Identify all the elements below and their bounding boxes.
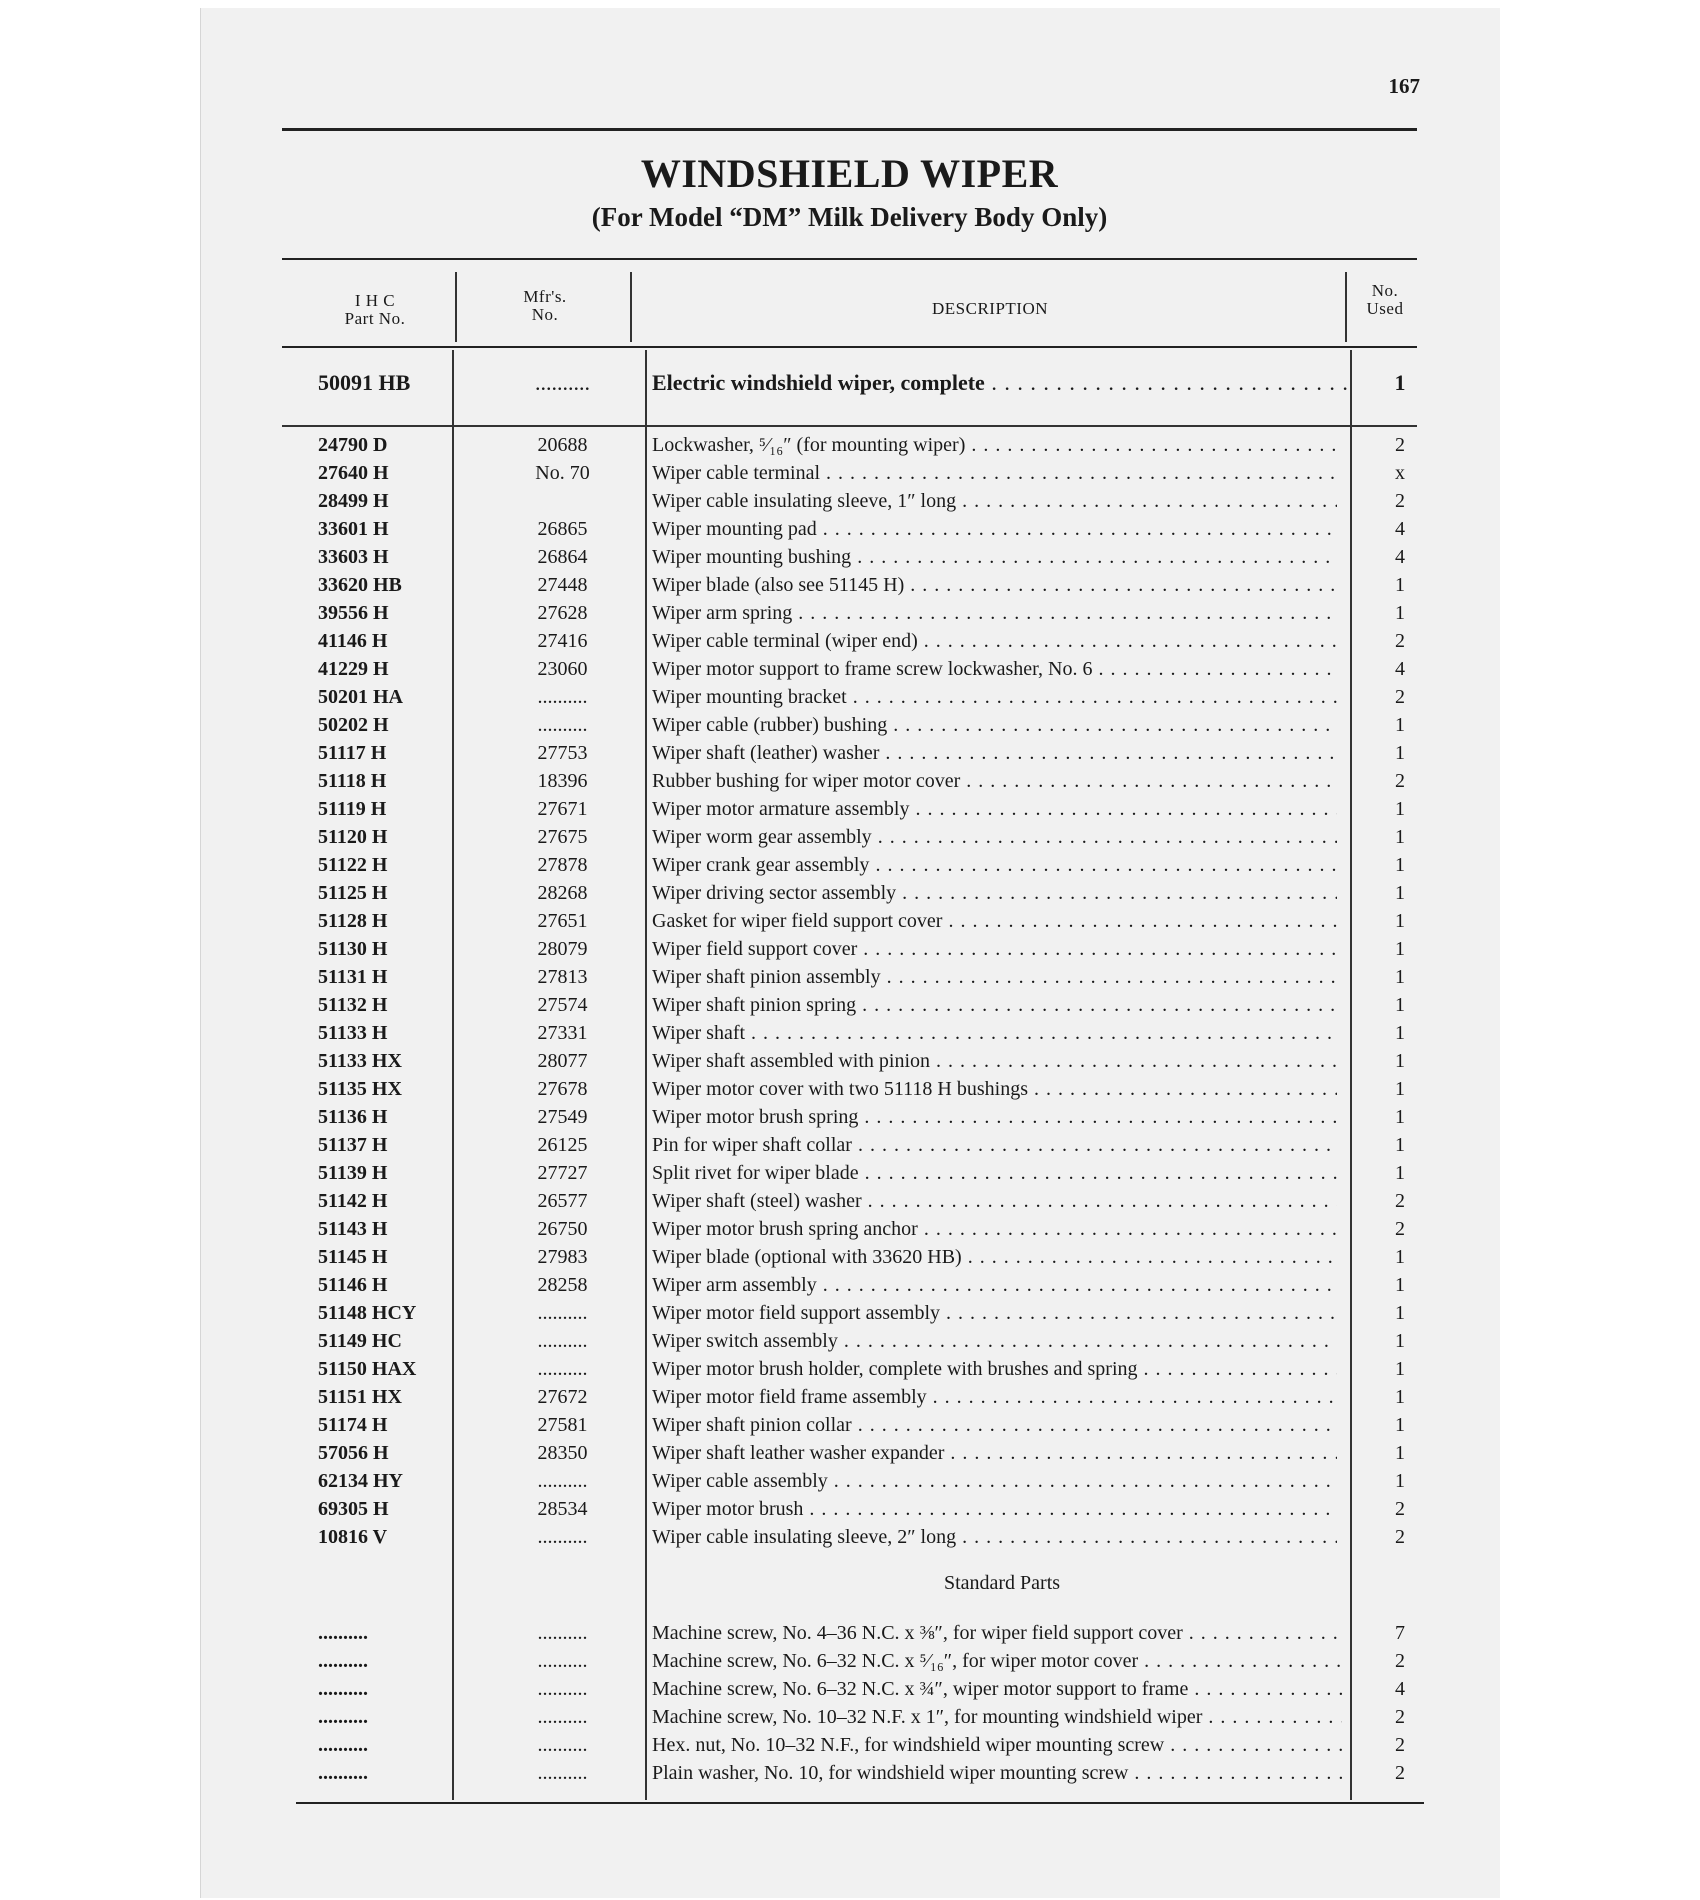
mfr-number: 26864 — [537, 546, 588, 568]
part-description: Wiper crank gear assembly . . . — [652, 854, 1337, 877]
table-row — [300, 518, 1420, 546]
table-row — [300, 1762, 1420, 1790]
mfr-number: 26125 — [537, 1134, 588, 1156]
part-description: Wiper mounting pad . . . — [652, 518, 1337, 541]
table-row — [300, 1274, 1420, 1302]
quantity-used: 2 — [1395, 686, 1405, 708]
part-description: Wiper motor cover with two 51118 H bushings . . . — [652, 1078, 1337, 1101]
top-rule — [282, 128, 1417, 131]
part-number: 51150 HAX — [318, 1358, 417, 1380]
part-number: 41229 H — [318, 658, 389, 680]
table-row — [300, 798, 1420, 826]
bottom-rule — [296, 1802, 1424, 1804]
header-part-no-line1: I H C — [354, 291, 396, 310]
part-description: Machine screw, No. 4–36 N.C. x ⅜″, for wiper field support cover . . . — [652, 1622, 1342, 1645]
parts-list — [300, 434, 1420, 1554]
part-number: 51133 H — [318, 1022, 388, 1044]
mfr-number: 27574 — [537, 994, 588, 1016]
page-subtitle: (For Model “DM” Milk Delivery Body Only) — [591, 202, 1108, 232]
part-number: .......... — [318, 1762, 368, 1784]
mfr-number: 27753 — [537, 742, 588, 764]
table-row — [300, 1706, 1420, 1734]
quantity-used: 1 — [1395, 1162, 1405, 1184]
table-row — [300, 658, 1420, 686]
part-description: Wiper cable terminal (wiper end) . . . — [652, 630, 1337, 653]
mfr-number: .......... — [537, 686, 588, 708]
part-number: 51125 H — [318, 882, 388, 904]
quantity-used: 7 — [1395, 1622, 1405, 1644]
part-description: Wiper motor field support assembly . . . — [652, 1302, 1337, 1325]
mfr-number: .......... — [535, 370, 590, 395]
part-number: 50091 HB — [318, 370, 411, 395]
part-description: Wiper driving sector assembly . . . — [652, 882, 1337, 905]
mfr-number: .......... — [537, 1650, 588, 1672]
quantity-used: 1 — [1395, 1078, 1405, 1100]
part-number: 51130 H — [318, 938, 388, 960]
table-row — [300, 546, 1420, 574]
part-description: Wiper motor armature assembly . . . — [652, 798, 1337, 821]
header-no-used-line1: No. — [1371, 281, 1399, 300]
quantity-used: 1 — [1395, 1050, 1405, 1072]
part-number: 27640 H — [318, 462, 389, 484]
table-row — [300, 1358, 1420, 1386]
part-number: 28499 H — [318, 490, 389, 512]
mfr-number: 27549 — [537, 1106, 588, 1128]
part-description: Wiper shaft . . . — [652, 1022, 1337, 1045]
quantity-used: 4 — [1395, 518, 1405, 540]
mfr-number: 27813 — [537, 966, 588, 988]
quantity-used: 2 — [1395, 1526, 1405, 1548]
standard-parts-list — [300, 1622, 1420, 1790]
part-description: Split rivet for wiper blade . . . — [652, 1162, 1337, 1185]
part-description: Wiper motor brush holder, complete with brushes and spring . . . — [652, 1358, 1337, 1381]
table-row — [300, 1442, 1420, 1470]
table-row — [300, 966, 1420, 994]
part-number: 51143 H — [318, 1218, 388, 1240]
quantity-used: 1 — [1395, 1274, 1405, 1296]
header-mfr-no-line2: No. — [531, 305, 559, 324]
mfr-number: 26750 — [537, 1218, 588, 1240]
header-divider — [630, 272, 632, 342]
table-row — [300, 938, 1420, 966]
part-description: Wiper field support cover . . . — [652, 938, 1337, 961]
part-number: 50201 HA — [318, 686, 403, 708]
quantity-used: 1 — [1395, 1330, 1405, 1352]
table-row — [300, 1078, 1420, 1106]
part-description: Wiper shaft pinion assembly . . . — [652, 966, 1337, 989]
part-description: Wiper arm assembly . . . — [652, 1274, 1337, 1297]
part-description: Machine screw, No. 6–32 N.C. x ⁵⁄₁₆″, for wiper motor cover . . . — [652, 1650, 1342, 1673]
part-number: 33603 H — [318, 546, 389, 568]
part-number: 51139 H — [318, 1162, 388, 1184]
part-number: 51145 H — [318, 1246, 388, 1268]
table-row — [300, 1734, 1420, 1762]
table-row — [300, 1498, 1420, 1526]
mfr-number: .......... — [537, 1706, 588, 1728]
table-row — [300, 770, 1420, 798]
table-row — [300, 1106, 1420, 1134]
mfr-number: .......... — [537, 714, 588, 736]
part-number: 41146 H — [318, 630, 388, 652]
table-row — [300, 1526, 1420, 1554]
table-row — [300, 1162, 1420, 1190]
part-description: Lockwasher, ⁵⁄₁₆″ (for mounting wiper) . . . — [652, 434, 1337, 457]
table-row — [300, 742, 1420, 770]
quantity-used: 1 — [1395, 1358, 1405, 1380]
table-row — [300, 1134, 1420, 1162]
quantity-used: 1 — [1395, 1134, 1405, 1156]
mfr-number: 28258 — [537, 1274, 588, 1296]
part-number: 39556 H — [318, 602, 389, 624]
quantity-used: 1 — [1395, 798, 1405, 820]
part-description: Pin for wiper shaft collar . . . — [652, 1134, 1337, 1157]
part-number: 62134 HY — [318, 1470, 403, 1492]
part-description: Electric windshield wiper, complete . . . — [652, 370, 1352, 396]
table-row — [300, 854, 1420, 882]
part-description: Wiper cable terminal . . . — [652, 462, 1337, 485]
mfr-number: 18396 — [537, 770, 588, 792]
quantity-used: 1 — [1395, 826, 1405, 848]
part-description: Wiper motor brush spring . . . — [652, 1106, 1337, 1129]
quantity-used: 4 — [1395, 658, 1405, 680]
part-number: 57056 H — [318, 1442, 389, 1464]
table-row — [300, 882, 1420, 910]
table-row — [300, 714, 1420, 742]
mfr-number: 26577 — [537, 1190, 588, 1212]
table-row — [300, 462, 1420, 490]
part-number: 24790 D — [318, 434, 388, 456]
quantity-used: 2 — [1395, 1734, 1405, 1756]
mfr-number: 27628 — [537, 602, 588, 624]
table-row — [300, 1302, 1420, 1330]
mfr-number: 23060 — [537, 658, 588, 680]
mfr-number: .......... — [537, 1330, 588, 1352]
part-number: 51142 H — [318, 1190, 388, 1212]
table-row — [300, 1622, 1420, 1650]
quantity-used: 1 — [1395, 882, 1405, 904]
header-mfr-no — [470, 288, 620, 324]
part-number: 51122 H — [318, 854, 388, 876]
part-number: 51119 H — [318, 798, 387, 820]
mfr-number: .......... — [537, 1734, 588, 1756]
part-description: Wiper cable assembly . . . — [652, 1470, 1337, 1493]
quantity-used: 1 — [1395, 1414, 1405, 1436]
table-row — [300, 1022, 1420, 1050]
quantity-used: 2 — [1395, 1706, 1405, 1728]
mfr-number: 27878 — [537, 854, 588, 876]
part-number: 69305 H — [318, 1498, 389, 1520]
page-edge — [200, 8, 201, 1898]
quantity-used: 1 — [1395, 1386, 1405, 1408]
part-description: Machine screw, No. 6–32 N.C. x ¾″, wiper motor support to frame . . . — [652, 1678, 1342, 1701]
mfr-number: 28077 — [537, 1050, 588, 1072]
part-description: Wiper mounting bracket . . . — [652, 686, 1337, 709]
quantity-used: 4 — [1395, 546, 1405, 568]
mfr-number: 20688 — [537, 434, 588, 456]
mfr-number: .......... — [537, 1622, 588, 1644]
part-number: .......... — [318, 1678, 368, 1700]
quantity-used: 1 — [1395, 742, 1405, 764]
quantity-used: 1 — [1395, 966, 1405, 988]
table-row — [300, 910, 1420, 938]
header-divider — [455, 272, 457, 342]
featured-part-row — [300, 370, 1420, 400]
quantity-used: 1 — [1395, 1106, 1405, 1128]
table-row — [300, 434, 1420, 462]
part-description: Wiper shaft (steel) washer . . . — [652, 1190, 1337, 1213]
part-description: Rubber bushing for wiper motor cover . . . — [652, 770, 1337, 793]
quantity-used: 2 — [1395, 1762, 1405, 1784]
mfr-number: 27581 — [537, 1414, 588, 1436]
quantity-used: 1 — [1395, 1246, 1405, 1268]
part-description: Wiper motor brush . . . — [652, 1498, 1337, 1521]
part-description: Wiper motor support to frame screw lockwasher, No. 6 . . . — [652, 658, 1337, 681]
mfr-number: .......... — [537, 1358, 588, 1380]
header-mfr-no-line1: Mfr's. — [523, 287, 567, 306]
mfr-number: .......... — [537, 1678, 588, 1700]
mfr-number: 27678 — [537, 1078, 588, 1100]
quantity-used: 2 — [1395, 1190, 1405, 1212]
quantity-used: 1 — [1395, 574, 1405, 596]
table-row — [300, 602, 1420, 630]
quantity-used: 2 — [1395, 490, 1405, 512]
table-row — [300, 1470, 1420, 1498]
part-number: 51128 H — [318, 910, 388, 932]
quantity-used: 2 — [1395, 770, 1405, 792]
page-title: WINDSHIELD WIPER — [640, 151, 1059, 196]
part-number: 10816 V — [318, 1526, 388, 1548]
quantity-used: 1 — [1395, 854, 1405, 876]
quantity-used: 1 — [1395, 994, 1405, 1016]
quantity-used: 4 — [1395, 1678, 1405, 1700]
table-row — [300, 574, 1420, 602]
featured-row-rule — [282, 425, 1417, 427]
mfr-number: 28534 — [537, 1498, 588, 1520]
mfr-number: 27675 — [537, 826, 588, 848]
part-description: Machine screw, No. 10–32 N.F. x 1″, for mounting windshield wiper . . . — [652, 1706, 1342, 1729]
table-row — [300, 630, 1420, 658]
part-description: Wiper shaft assembled with pinion . . . — [652, 1050, 1337, 1073]
mfr-number: .......... — [537, 1470, 588, 1492]
part-description: Gasket for wiper field support cover . . . — [652, 910, 1337, 933]
quantity-used: 1 — [1395, 938, 1405, 960]
page-number: 167 — [1388, 74, 1420, 98]
part-number: 51117 H — [318, 742, 387, 764]
mfr-number: 27983 — [537, 1246, 588, 1268]
part-description: Wiper shaft pinion spring . . . — [652, 994, 1337, 1017]
quantity-used: 2 — [1395, 1650, 1405, 1672]
quantity-used: 1 — [1394, 370, 1406, 395]
part-number: 51151 HX — [318, 1386, 402, 1408]
mfr-number: .......... — [537, 1302, 588, 1324]
table-row — [300, 994, 1420, 1022]
mfr-number: 27727 — [537, 1162, 588, 1184]
quantity-used: 2 — [1395, 434, 1405, 456]
quantity-used: 1 — [1395, 1470, 1405, 1492]
part-number: .......... — [318, 1734, 368, 1756]
quantity-used: x — [1395, 462, 1405, 484]
part-description: Wiper mounting bushing . . . — [652, 546, 1337, 569]
mfr-number: 28350 — [537, 1442, 588, 1464]
part-number: 51149 HC — [318, 1330, 402, 1352]
mfr-number: 27672 — [537, 1386, 588, 1408]
mfr-number: 27651 — [537, 910, 588, 932]
mfr-number: 27416 — [537, 630, 588, 652]
table-row — [300, 1678, 1420, 1706]
table-row — [300, 1330, 1420, 1358]
part-description: Hex. nut, No. 10–32 N.F., for windshield wiper mounting screw . . . — [652, 1734, 1342, 1757]
part-description: Wiper shaft leather washer expander . . . — [652, 1442, 1337, 1465]
table-row — [300, 686, 1420, 714]
part-number: 51137 H — [318, 1134, 388, 1156]
header-description: DESCRIPTION — [931, 299, 1048, 318]
part-description: Wiper blade (also see 51145 H) . . . — [652, 574, 1337, 597]
table-row — [300, 1190, 1420, 1218]
header-divider — [1345, 272, 1347, 342]
quantity-used: 1 — [1395, 1302, 1405, 1324]
header-no-used-line2: Used — [1366, 299, 1404, 318]
header-part-no — [300, 292, 450, 328]
part-number: .......... — [318, 1650, 368, 1672]
part-description: Wiper arm spring . . . — [652, 602, 1337, 625]
table-row — [300, 826, 1420, 854]
part-description: Wiper switch assembly . . . — [652, 1330, 1337, 1353]
part-number: 51148 HCY — [318, 1302, 417, 1324]
table-row — [300, 1386, 1420, 1414]
part-description: Wiper cable (rubber) bushing . . . — [652, 714, 1337, 737]
part-number: 51118 H — [318, 770, 387, 792]
mfr-number: 26865 — [537, 518, 588, 540]
mfr-number: .......... — [537, 1526, 588, 1548]
mfr-number: 27448 — [537, 574, 588, 596]
part-description: Plain washer, No. 10, for windshield wiper mounting screw . . . — [652, 1762, 1342, 1785]
table-row — [300, 1246, 1420, 1274]
table-header-top-rule — [282, 258, 1417, 260]
part-description: Wiper motor brush spring anchor . . . — [652, 1218, 1337, 1241]
quantity-used: 2 — [1395, 630, 1405, 652]
part-description: Wiper blade (optional with 33620 HB) . . . — [652, 1246, 1337, 1269]
mfr-number: 27331 — [537, 1022, 588, 1044]
mfr-number: .......... — [537, 1762, 588, 1784]
table-row — [300, 1414, 1420, 1442]
quantity-used: 1 — [1395, 1442, 1405, 1464]
part-number: 51146 H — [318, 1274, 388, 1296]
quantity-used: 2 — [1395, 1498, 1405, 1520]
table-header-bottom-rule — [282, 346, 1417, 348]
part-number: 51174 H — [318, 1414, 388, 1436]
part-number: .......... — [318, 1706, 368, 1728]
quantity-used: 1 — [1395, 1022, 1405, 1044]
table-row — [300, 1650, 1420, 1678]
quantity-used: 2 — [1395, 1218, 1405, 1240]
part-number: 51136 H — [318, 1106, 388, 1128]
part-number: 33620 HB — [318, 574, 402, 596]
part-description: Wiper cable insulating sleeve, 1″ long . . . — [652, 490, 1337, 513]
part-description: Wiper shaft (leather) washer . . . — [652, 742, 1337, 765]
part-number: 51131 H — [318, 966, 388, 988]
mfr-number: No. 70 — [535, 462, 590, 484]
part-number: 51133 HX — [318, 1050, 402, 1072]
standard-parts-heading: Standard Parts — [943, 1572, 1061, 1594]
mfr-number: 28268 — [537, 882, 588, 904]
quantity-used: 1 — [1395, 602, 1405, 624]
table-row — [300, 490, 1420, 518]
part-description: Wiper worm gear assembly . . . — [652, 826, 1337, 849]
part-number: 33601 H — [318, 518, 389, 540]
mfr-number: 27671 — [537, 798, 588, 820]
header-no-used — [1355, 282, 1415, 318]
mfr-number: 28079 — [537, 938, 588, 960]
quantity-used: 1 — [1395, 910, 1405, 932]
part-description: Wiper cable insulating sleeve, 2″ long . . . — [652, 1526, 1337, 1549]
part-number: 51120 H — [318, 826, 388, 848]
part-description: Wiper motor field frame assembly . . . — [652, 1386, 1337, 1409]
part-number: 50202 H — [318, 714, 389, 736]
table-row — [300, 1050, 1420, 1078]
part-description: Wiper shaft pinion collar . . . — [652, 1414, 1337, 1437]
header-part-no-line2: Part No. — [344, 309, 406, 328]
table-row — [300, 1218, 1420, 1246]
part-number: .......... — [318, 1622, 368, 1644]
part-number: 51135 HX — [318, 1078, 402, 1100]
part-number: 51132 H — [318, 994, 388, 1016]
quantity-used: 1 — [1395, 714, 1405, 736]
